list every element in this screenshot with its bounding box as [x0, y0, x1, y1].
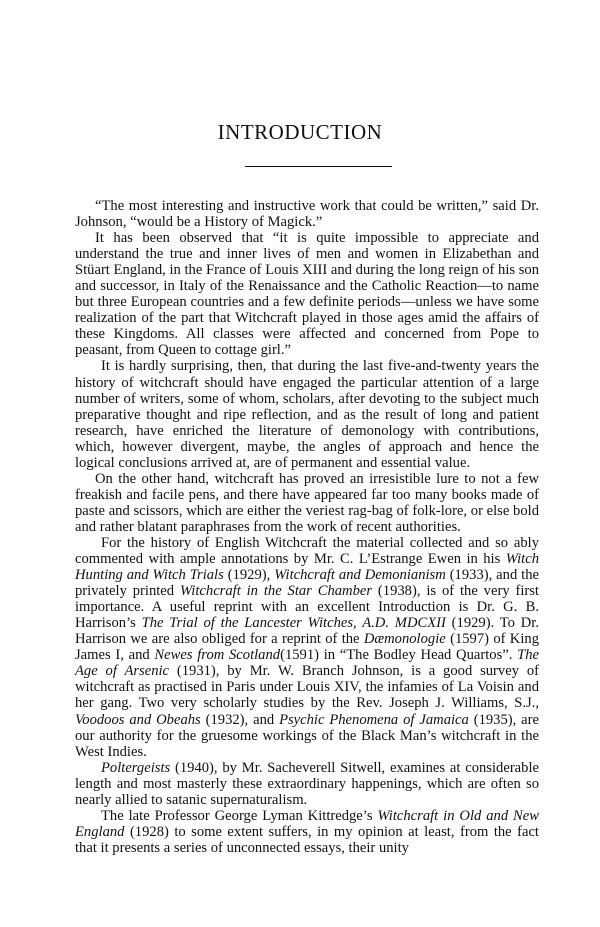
title-rule — [245, 166, 392, 167]
italic-title: Newes from Scotland — [154, 647, 281, 664]
text-run: It has been observed that “it is quite impossible to appreciate and understand the true and inner lives of men and women in Elizabethan and Stüart England, in the France of Louis XIII and during the long reign of his son and successor, in Italy of the Renaissance and the Catholic Reaction—to name but three European countries and a few definite periods—unless we have some realization of the part that Witchcraft played in those ages amid the affairs of these Kingdoms. All classes were affected and concerned from Pope to peasant, from Queen to cottage girl.” — [75, 230, 539, 359]
text-run: (1940), by Mr. Sacheverell Sitwell, examines at considerable length and most masterly these extraordinary happenings, which are often so nearly allied to satanic supernaturalism. — [75, 759, 539, 808]
italic-title: Witchcraft and Demonianism — [274, 567, 446, 584]
paragraph — [75, 535, 539, 760]
italic-title: The Age of Arsenic — [75, 647, 540, 680]
chapter-title: INTRODUCTION — [217, 120, 383, 144]
text-run: For the history of English Witchcraft the material collected and so ably commented with ample annotations by Mr. C. L’Estrange Ewen in his — [75, 534, 539, 568]
text-run: (1931), by Mr. W. Branch Johnson, is a good survey of witchcraft as practised in Paris under Louis XIV, the infamies of La Voisin and her gang. Two very scholarly studies by the Rev. Joseph J. Williams, S.J., — [75, 663, 539, 712]
text-run: It is hardly surprising, then, that during the last five-and-twenty years the history of witchcraft should have engaged the particular attention of a large number of writers, some of whom, scholars, after devoting to the subject much preparative thought and ripe reflection, and as the result of long and patient research, have enriched the literature of demonology with contributions, which, however divergent, maybe, the angles of approach and hence the logical conclusions arrived at, are of permanent and essential value. — [75, 358, 539, 471]
text-run: (1935), are our authority for the gruesome workings of the Black Man’s witchcraft in the West Indies. — [75, 711, 539, 760]
paragraph — [75, 760, 539, 808]
italic-title: Witch Hunting and Witch Trials — [75, 551, 539, 584]
text-run: (1938), is of the very first importance. A useful reprint with an excellent Introduction is Dr. G. B. Harrison’s — [75, 583, 539, 632]
italic-title: The Trial of the Lancester Witches, A.D. MDCXII — [141, 615, 446, 632]
paragraph — [75, 198, 539, 230]
text-run: (1929). To Dr. Harrison we are also obliged for a reprint of the — [75, 615, 539, 648]
italic-title: Poltergeists — [101, 759, 171, 776]
paragraph — [75, 358, 539, 470]
italic-title: Psychic Phenomena of Jamaica — [279, 711, 469, 728]
text-run: (1928) to some extent suffers, in my opinion at least, from the fact that it presents a series of unconnected essays, their unity — [75, 823, 539, 856]
paragraph — [75, 471, 539, 535]
text-run: On the other hand, witchcraft has proved an irresistible lure to not a few freakish and facile pens, and there have appeared far too many books made of paste and scissors, which are either the veriest rag-bag of folk-lore, or else bold and rather blatant paraphrases from the work of recent authorities. — [75, 470, 539, 535]
italic-title: Dæmonologie — [363, 631, 446, 648]
paragraph — [75, 230, 539, 358]
italic-title: Voodoos and Obeahs — [75, 711, 201, 728]
body-text — [75, 198, 539, 856]
italic-title: Witchcraft in the Star Chamber — [179, 583, 373, 600]
italic-title: Witchcraft in Old and New England — [75, 807, 539, 840]
text-run: “The most interesting and instructive work that could be written,” said Dr. Johnson, “would be a History of Magick.” — [75, 198, 539, 231]
text-run: (1932), and — [200, 711, 280, 728]
text-run: The late Professor George Lyman Kittredge’s — [101, 807, 378, 824]
paragraph — [75, 808, 539, 856]
text-run: (1591) in “The Bodley Head Quartos”. — [280, 647, 518, 664]
text-run: (1933), and the privately printed — [75, 567, 539, 600]
text-run: (1929), — [223, 567, 275, 584]
text-run: (1597) of King James I, and — [75, 631, 539, 664]
